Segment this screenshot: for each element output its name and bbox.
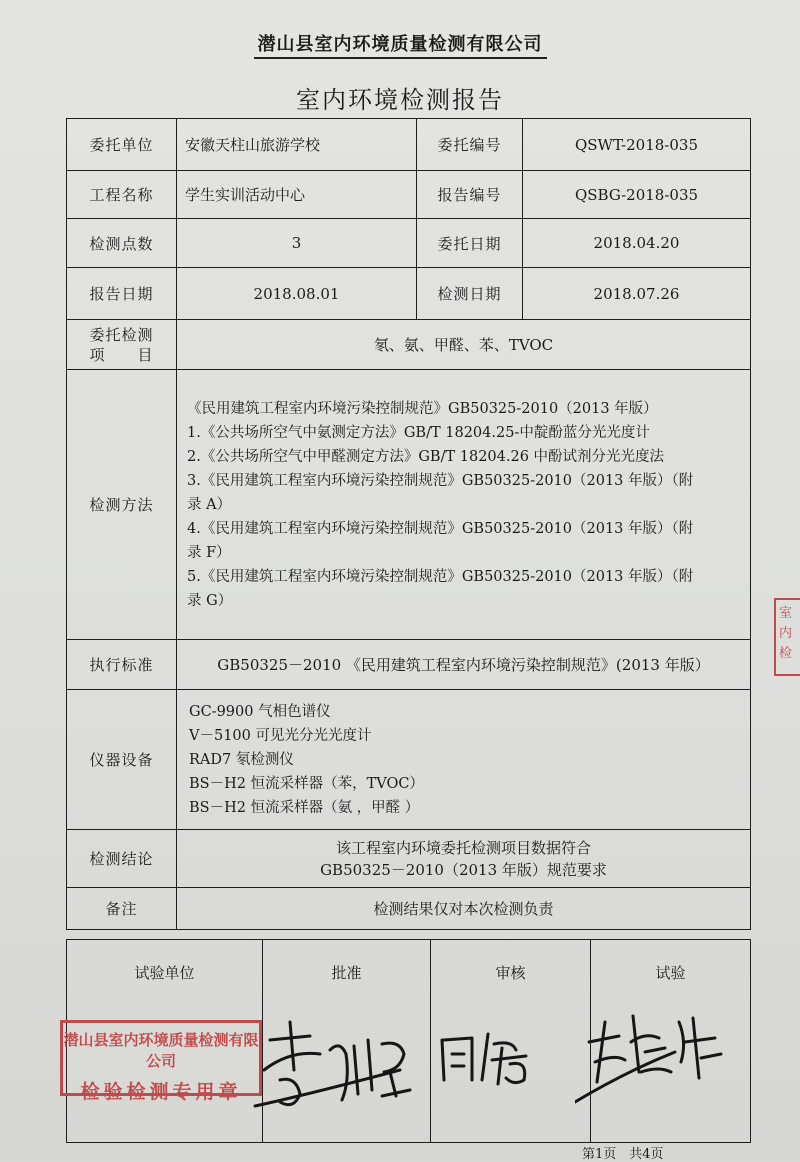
method-value bbox=[177, 370, 751, 640]
items-label-line: 委托检测 bbox=[89, 325, 154, 344]
report-table bbox=[66, 118, 751, 930]
table-row bbox=[67, 640, 751, 690]
items-label bbox=[67, 320, 177, 370]
method-line: 5.《民用建筑工程室内环境污染控制规范》GB50325-2010（2013 年版）（附 bbox=[187, 568, 694, 585]
page-footer: 第1页 共4页 bbox=[582, 1147, 664, 1162]
method-list bbox=[187, 397, 744, 613]
table-row bbox=[67, 219, 751, 268]
table-row bbox=[67, 171, 751, 219]
edge-stamp-line: 室内 bbox=[779, 606, 793, 641]
client-value: 安徽天柱山旅游学校 bbox=[177, 119, 417, 171]
report-no-value: QSBG-2018-035 bbox=[523, 171, 751, 219]
instrument-line: BS－H2 恒流采样器（氨 ，甲醛 ） bbox=[189, 799, 420, 816]
report-date-label: 报告日期 bbox=[67, 268, 177, 320]
report-title: 室内环境检测报告 bbox=[296, 86, 504, 114]
conclusion-line: GB50325－2010（2013 年版）规范要求 bbox=[320, 860, 607, 879]
points-value: 3 bbox=[177, 219, 417, 268]
reviewer-signature bbox=[432, 1020, 542, 1100]
project-label: 工程名称 bbox=[67, 171, 177, 219]
instrument-line: BS－H2 恒流采样器（苯，TVOC） bbox=[189, 775, 424, 792]
table-row bbox=[67, 370, 751, 640]
method-label: 检测方法 bbox=[67, 370, 177, 640]
approve-label: 批准 bbox=[331, 964, 362, 982]
conclusion-value bbox=[177, 830, 751, 888]
test-unit-label: 试验单位 bbox=[134, 964, 195, 982]
table-row bbox=[67, 268, 751, 320]
edge-stamp-line: 检 bbox=[779, 646, 793, 661]
table-row bbox=[67, 830, 751, 888]
items-label-line: 项 目 bbox=[89, 345, 154, 364]
table-row bbox=[67, 888, 751, 930]
commission-date-value: 2018.04.20 bbox=[523, 219, 751, 268]
instrument-list bbox=[183, 700, 744, 820]
project-value: 学生实训活动中心 bbox=[177, 171, 417, 219]
method-line: 3.《民用建筑工程室内环境污染控制规范》GB50325-2010（2013 年版）（附 bbox=[187, 472, 694, 489]
stamp-line: 检验检测专用章 bbox=[80, 1081, 242, 1103]
table-row bbox=[67, 690, 751, 830]
method-line: 录 G） bbox=[187, 592, 233, 609]
report-no-label: 报告编号 bbox=[417, 171, 523, 219]
instrument-label: 仪器设备 bbox=[67, 690, 177, 830]
test-date-value: 2018.07.26 bbox=[523, 268, 751, 320]
company-name: 潜山县室内环境质量检测有限公司 bbox=[0, 30, 800, 56]
instrument-line: V－5100 可见光分光光度计 bbox=[189, 727, 372, 744]
points-label: 检测点数 bbox=[67, 219, 177, 268]
remark-label: 备注 bbox=[67, 888, 177, 930]
method-line: 1.《公共场所空气中氨测定方法》GB/T 18204.25-中靛酚蓝分光光度计 bbox=[187, 424, 650, 441]
instrument-value bbox=[177, 690, 751, 830]
commission-no-value: QSWT-2018-035 bbox=[523, 119, 751, 171]
remark-value: 检测结果仅对本次检测负责 bbox=[177, 888, 751, 930]
method-line: 录 F） bbox=[187, 544, 231, 561]
items-value: 氡、氨、甲醛、苯、TVOC bbox=[177, 320, 751, 370]
client-label: 委托单位 bbox=[67, 119, 177, 171]
instrument-line: RAD7 氡检测仪 bbox=[189, 751, 294, 768]
standard-label: 执行标准 bbox=[67, 640, 177, 690]
table-row bbox=[67, 320, 751, 370]
standard-value: GB50325－2010 《民用建筑工程室内环境污染控制规范》(2013 年版） bbox=[177, 640, 751, 690]
table-row bbox=[67, 119, 751, 171]
official-stamp bbox=[60, 1020, 262, 1103]
report-date-value: 2018.08.01 bbox=[177, 268, 417, 320]
stamp-line: 潜山县室内环境质量检测有限公司 bbox=[63, 1031, 259, 1070]
approver-signature bbox=[250, 1010, 420, 1120]
test-date-label: 检测日期 bbox=[417, 268, 523, 320]
edge-stamp bbox=[774, 598, 800, 676]
commission-no-label: 委托编号 bbox=[417, 119, 523, 171]
conclusion-line: 该工程室内环境委托检测项目数据符合 bbox=[335, 838, 591, 857]
method-line: 录 A） bbox=[187, 496, 232, 513]
method-line: 4.《民用建筑工程室内环境污染控制规范》GB50325-2010（2013 年版）（附 bbox=[187, 520, 694, 537]
commission-date-label: 委托日期 bbox=[417, 219, 523, 268]
review-label: 审核 bbox=[495, 964, 526, 982]
tester-label: 试验 bbox=[655, 964, 686, 982]
instrument-line: GC-9900 气相色谱仪 bbox=[189, 703, 331, 720]
tester-signature bbox=[575, 1002, 725, 1112]
conclusion-label: 检测结论 bbox=[67, 830, 177, 888]
method-line: 2.《公共场所空气中甲醛测定方法》GB/T 18204.26 中酚试剂分光光度法 bbox=[187, 448, 665, 465]
method-line: 《民用建筑工程室内环境污染控制规范》GB50325-2010（2013 年版） bbox=[187, 400, 658, 417]
